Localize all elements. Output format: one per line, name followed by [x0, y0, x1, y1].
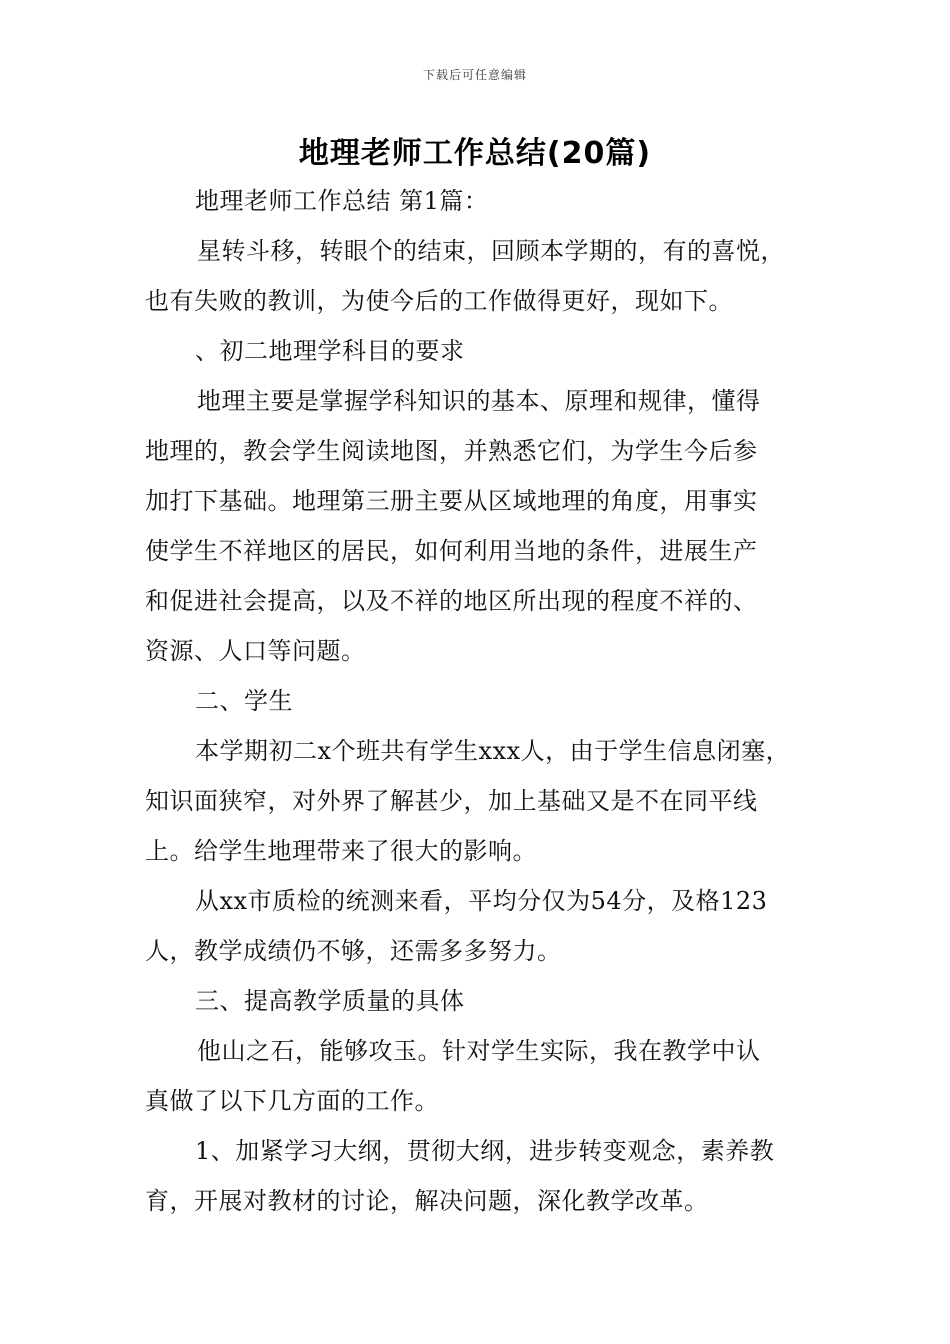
paragraph-line: 资源、人口等问题。 [145, 637, 366, 665]
paragraph-line: 本学期初二x个班共有学生xxx人，由于学生信息闭塞， [195, 737, 791, 765]
paragraph-line: 也有失败的教训，为使今后的工作做得更好，现如下。 [145, 287, 733, 315]
paragraph-line: 地理的，教会学生阅读地图，并熟悉它们，为学生今后参 [145, 437, 758, 465]
paragraph-line: 加打下基础。地理第三册主要从区域地理的角度，用事实 [145, 487, 758, 515]
page-title: 地理老师工作总结(20篇) [298, 136, 652, 171]
paragraph-line: 知识面狭窄，对外界了解甚少，加上基础又是不在同平线 [145, 787, 758, 815]
paragraph-line: 真做了以下几方面的工作。 [145, 1087, 439, 1115]
section-heading: 地理老师工作总结 第1篇： [195, 187, 489, 215]
paragraph-line: 从xx市质检的统测来看，平均分仅为54分，及格123 [195, 887, 768, 915]
paragraph-line: 星转斗移，转眼个的结束，回顾本学期的，有的喜悦， [197, 237, 785, 265]
paragraph-line: 和促进社会提高，以及不祥的地区所出现的程度不祥的、 [145, 587, 758, 615]
section-heading: 二、学生 [195, 687, 293, 715]
paragraph-line: 上。给学生地理带来了很大的影响。 [145, 837, 537, 865]
paragraph-line: 育，开展对教材的讨论，解决问题，深化教学改革。 [145, 1187, 709, 1215]
section-heading: 三、提高教学质量的具体 [195, 987, 465, 1015]
document-body [145, 176, 835, 1226]
paragraph-line: 1、加紧学习大纲，贯彻大纲，进步转变观念，素养教 [195, 1137, 775, 1165]
paragraph-line: 使学生不祥地区的居民，如何利用当地的条件，进展生产 [145, 537, 758, 565]
paragraph-line: 地理主要是掌握学科知识的基本、原理和规律，懂得 [197, 387, 761, 415]
section-heading: 、初二地理学科目的要求 [195, 337, 465, 365]
paragraph-line: 他山之石，能够攻玉。针对学生实际，我在教学中认 [197, 1037, 761, 1065]
paragraph-line: 人，教学成绩仍不够，还需多多努力。 [145, 937, 562, 965]
header-note: 下载后可任意编辑 [422, 68, 527, 82]
